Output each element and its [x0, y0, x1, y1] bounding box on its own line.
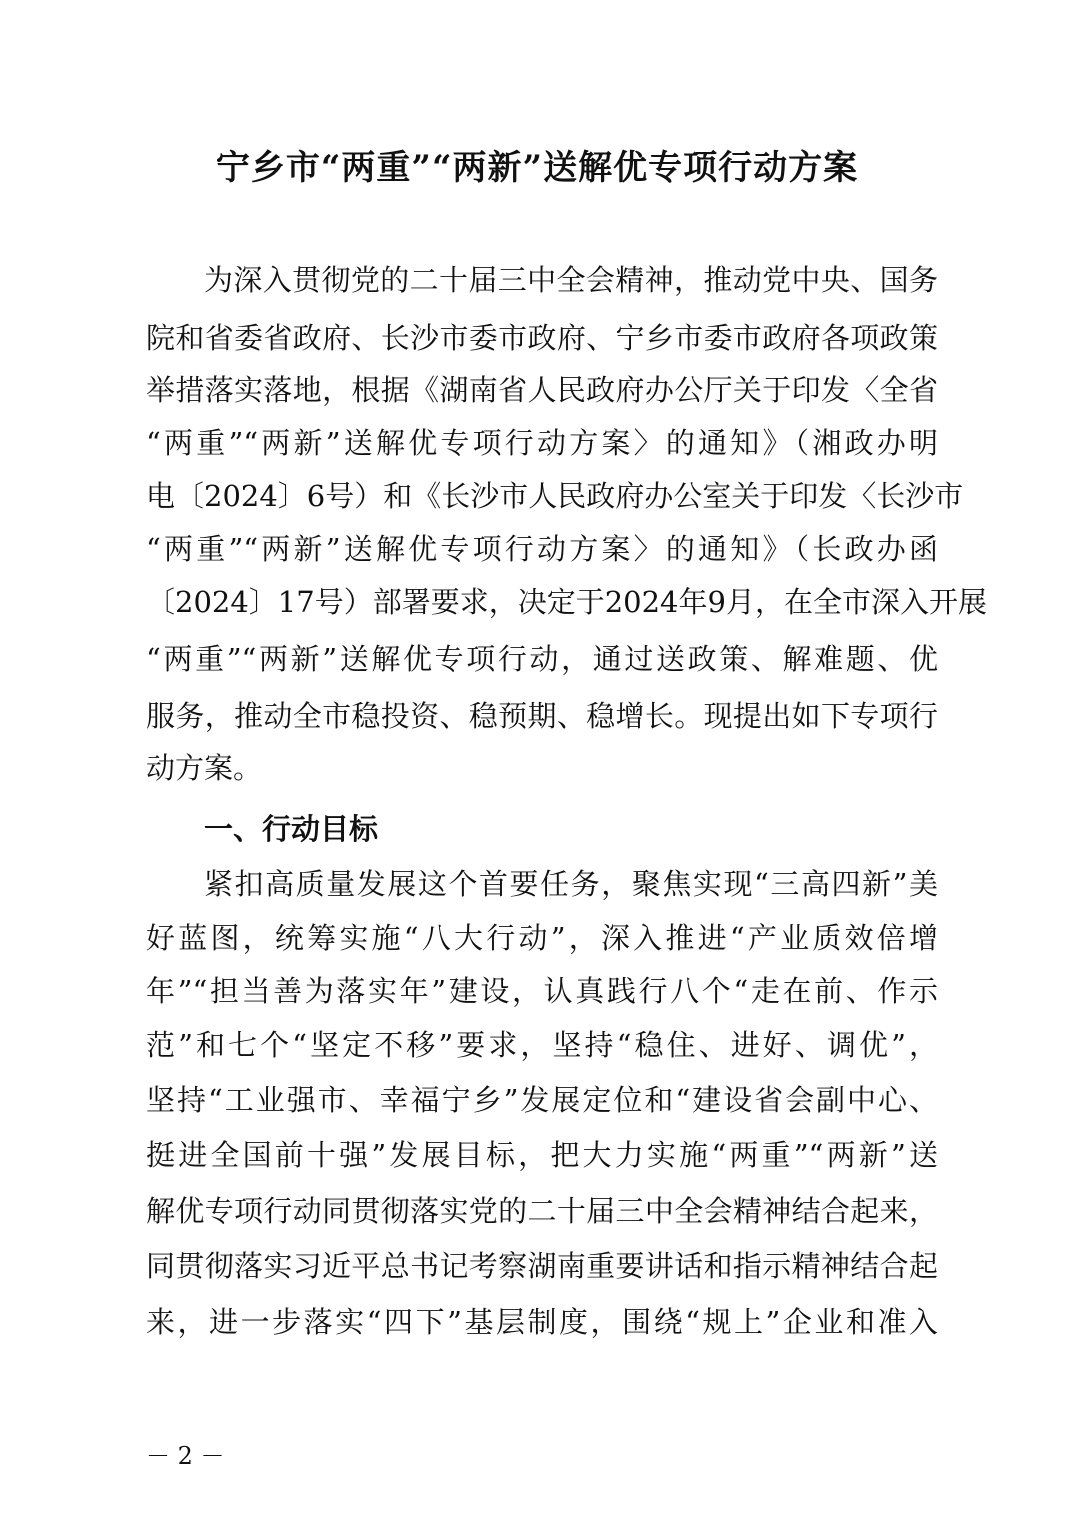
section-line-7: 解优专项行动同贯彻落实党的二十届三中全会精神结合起来， [146, 1194, 938, 1228]
intro-line-5: 电〔2024〕6号）和《长沙市人民政府办公室关于印发〈长沙市 [146, 479, 964, 513]
intro-line-6: “两重”“两新”送解优专项行动方案〉的通知》（长政办函 [146, 532, 938, 566]
section-line-6: 挺进全国前十强”发展目标，把大力实施“两重”“两新”送 [146, 1138, 938, 1172]
intro-line-7: 〔2024〕17号）部署要求，决定于2024年9月，在全市深入开展 [146, 585, 987, 619]
page-number: － 2 － [146, 1442, 225, 1470]
intro-line-8: “两重”“两新”送解优专项行动，通过送政策、解难题、优 [146, 642, 938, 676]
section-line-2: 好蓝图，统筹实施“八大行动”，深入推进“产业质效倍增 [146, 921, 938, 955]
section-heading: 一、行动目标 [204, 812, 379, 846]
intro-line-2: 院和省委省政府、长沙市委市政府、宁乡市委市政府各项政策 [146, 321, 938, 355]
intro-line-10: 动方案。 [146, 751, 263, 785]
section-line-4: 范”和七个“坚定不移”要求，坚持“稳住、进好、调优”， [146, 1028, 938, 1062]
section-line-9: 来，进一步落实“四下”基层制度，围绕“规上”企业和准入 [146, 1305, 938, 1339]
section-line-1: 紧扣高质量发展这个首要任务，聚焦实现“三高四新”美 [204, 867, 938, 901]
section-line-8: 同贯彻落实习近平总书记考察湖南重要讲话和指示精神结合起 [146, 1249, 938, 1283]
section-line-3: 年”“担当善为落实年”建设，认真践行八个“走在前、作示 [146, 974, 938, 1008]
intro-line-9: 服务，推动全市稳投资、稳预期、稳增长。现提出如下专项行 [146, 699, 938, 733]
intro-line-4: “两重”“两新”送解优专项行动方案〉的通知》（湘政办明 [146, 426, 938, 460]
document-title: 宁乡市“两重”“两新”送解优专项行动方案 [215, 148, 859, 188]
intro-line-1: 为深入贯彻党的二十届三中全会精神，推动党中央、国务 [204, 263, 938, 297]
section-line-5: 坚持“工业强市、幸福宁乡”发展定位和“建设省会副中心、 [146, 1083, 938, 1117]
intro-line-3: 举措落实落地，根据《湖南省人民政府办公厅关于印发〈全省 [146, 373, 938, 407]
